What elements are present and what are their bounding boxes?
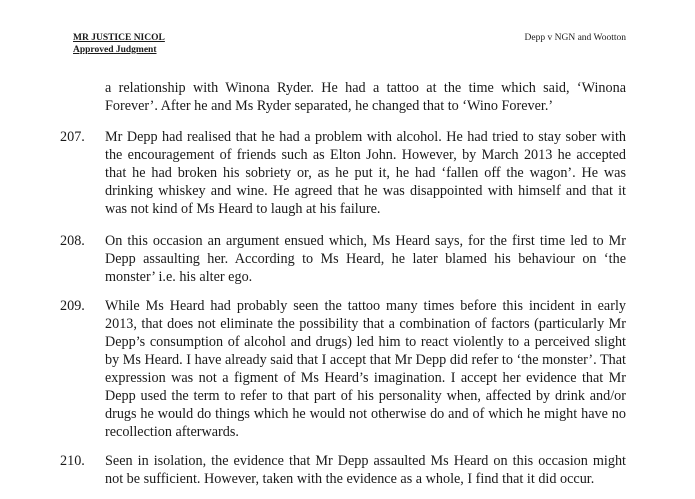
paragraph-number: 207. [60,129,85,145]
judge-name: MR JUSTICE NICOL [73,33,165,43]
case-name: Depp v NGN and Wootton [524,33,626,43]
paragraph-number: 210. [60,453,85,469]
page-header-left [73,33,165,56]
continuation-paragraph: a relationship with Winona Ryder. He had a tattoo at the time which said, ‘Winona Forever’. After he and Ms Ryder separated, he changed that to ‘Wino Forever.’ [105,80,626,114]
paragraph-210 [60,452,626,488]
paragraph-208 [60,232,626,286]
paragraph-text: On this occasion an argument ensued which, Ms Heard says, for the first time led to Mr Depp assaulting her. According to Ms Heard, he later blamed his behaviour on ‘the monster’ i.e. his alter ego. [105,233,626,285]
paragraph-207 [60,128,626,218]
paragraph-text: Seen in isolation, the evidence that Mr Depp assaulted Ms Heard on this occasion might not be sufficient. However, taken with the evidence as a whole, I find that it did occur. [105,453,626,487]
paragraph-209 [60,297,626,441]
judgment-status: Approved Judgment [73,44,157,55]
paragraph-text: Mr Depp had realised that he had a problem with alcohol. He had tried to stay sober with the encouragement of friends such as Elton John. However, by March 2013 he accepted that he had broken his sobriety or, as he put it, he had ‘fallen off the wagon’. He was drinking whiskey and wine. He agreed that he was disappointed with himself and that it was not kind of Ms Heard to laugh at his failure. [105,129,626,217]
paragraph-number: 209. [60,298,85,314]
paragraph-text: While Ms Heard had probably seen the tattoo many times before this incident in early 2013, that does not eliminate the possibility that a combination of factors (particularly Mr Depp’s consumption of alcohol and drugs) led him to react violently to a perceived slight by Ms Heard. I have already said that I accept that Mr Depp did refer to ‘the monster’. That expression was not a figment of Ms Heard’s imagination. I accept her evidence that Mr Depp used the term to refer to that part of his personality when, affected by drink and/or drugs he would do things which he would not otherwise do and of which he might have no recollection afterwards. [105,298,626,440]
paragraph-number: 208. [60,233,85,249]
